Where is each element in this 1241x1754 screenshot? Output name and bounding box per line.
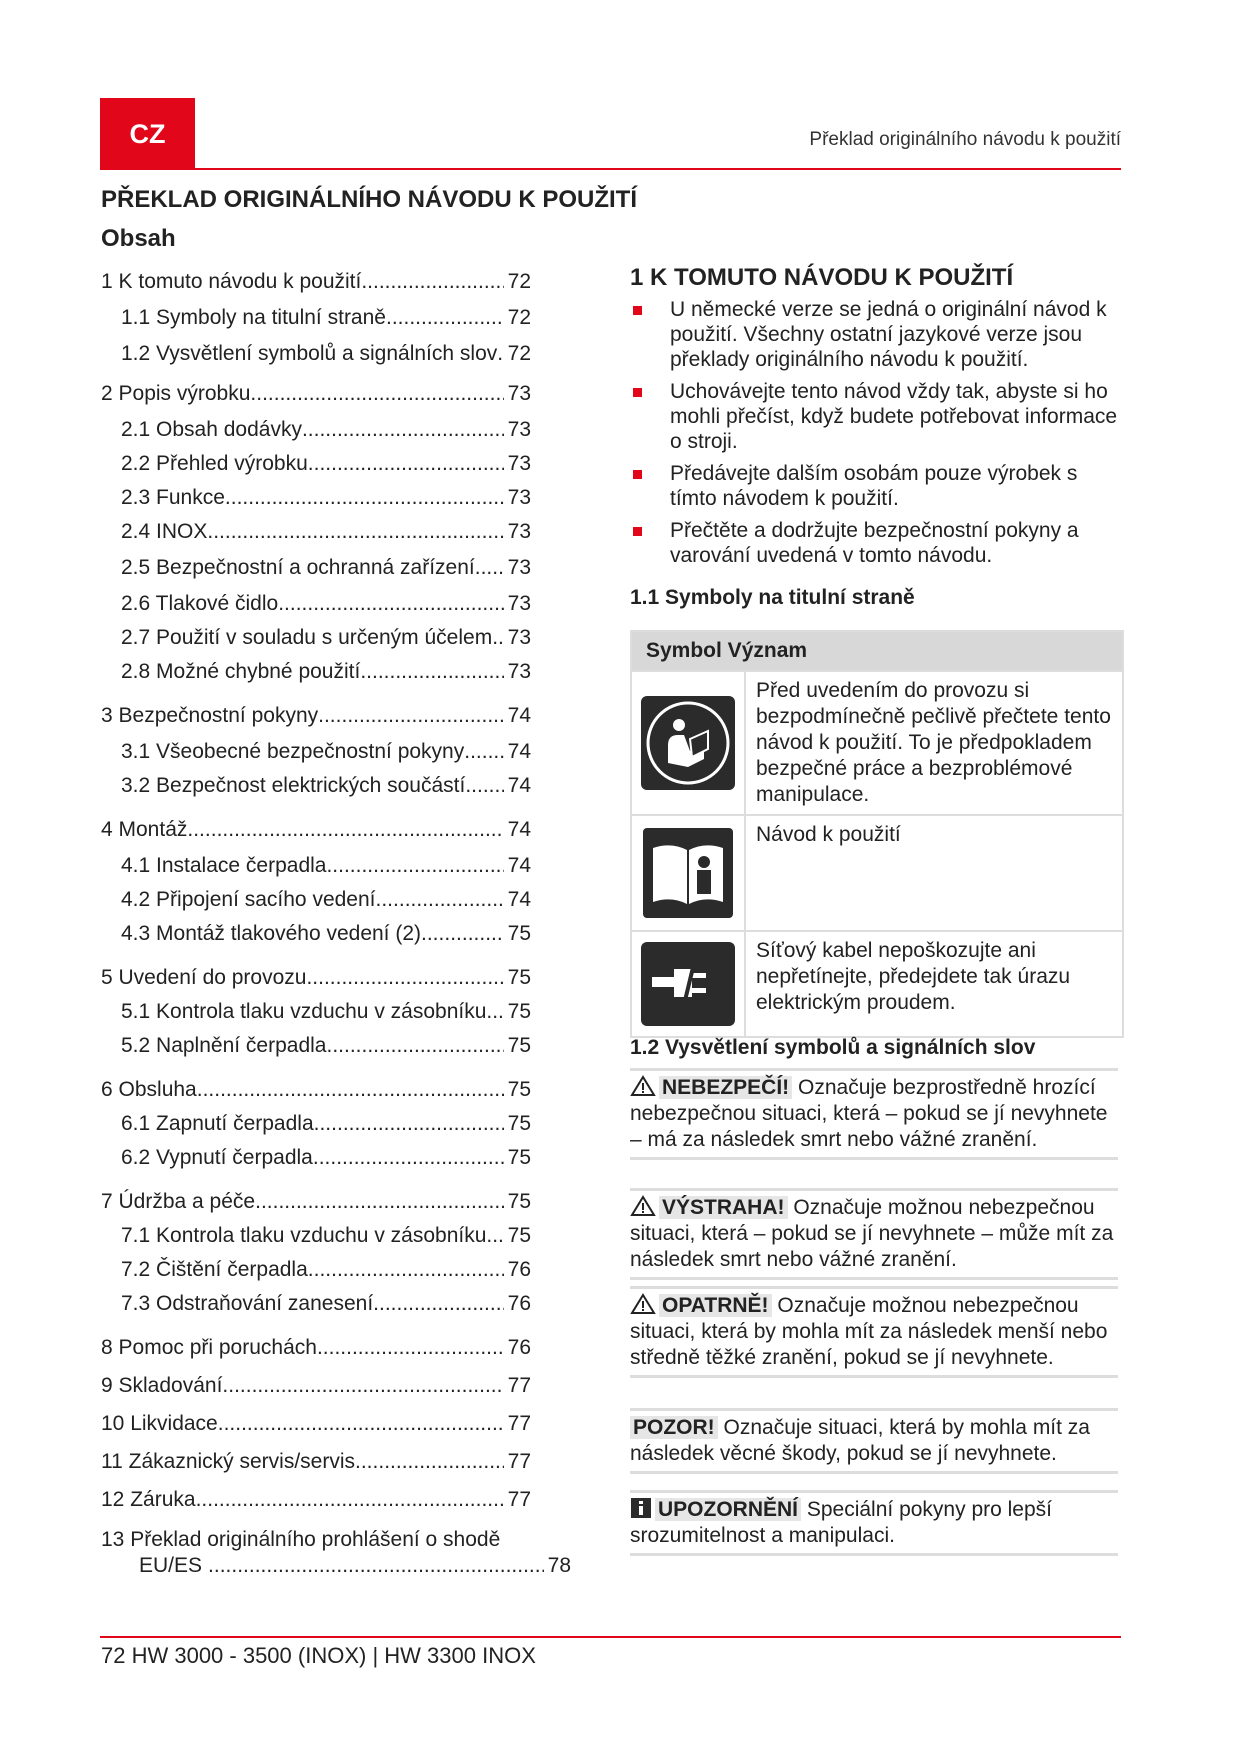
toc-entry-page: 77 [507, 1488, 531, 1511]
toc-leader-dots [475, 556, 504, 580]
toc-entry-title: 13 Překlad originálního prohlášení o shodě [101, 1528, 501, 1551]
toc-leader-dots [208, 1554, 544, 1578]
header-rule [195, 168, 1121, 170]
symbol-meaning: Síťový kabel nepoškozujte ani nepřetínejte, předejdete tak úrazu elektrickým proudem. [756, 939, 1071, 1014]
bullet-item: U německé verze se jedná o originální návod k použití. Všechny ostatní jazykové verze jsou překlady originálního návodu k použití. [630, 297, 1120, 372]
toc-entry-page: 72 [507, 270, 531, 293]
signal-word: OPATRNĚ! [659, 1294, 772, 1317]
toc-entry[interactable] [121, 592, 531, 616]
toc-entry-page: 77 [507, 1412, 531, 1435]
toc-entry[interactable] [121, 740, 531, 764]
toc-entry-title: 4 Montáž [101, 818, 188, 841]
document-title: PŘEKLAD ORIGINÁLNÍHO NÁVODU K POUŽITÍ [101, 186, 638, 213]
toc-entry-page: 75 [507, 1146, 531, 1169]
toc-leader-dots [376, 888, 504, 912]
toc-entry-title: 5.2 Naplnění čerpadla [121, 1034, 327, 1057]
toc-entry-title: 7.1 Kontrola tlaku vzduchu v zásobníku [121, 1224, 487, 1247]
toc-entry[interactable] [101, 966, 531, 990]
toc-leader-dots [314, 1112, 504, 1136]
toc-entry[interactable] [121, 854, 531, 878]
toc-entry-page: 77 [507, 1450, 531, 1473]
toc-entry[interactable] [101, 1190, 531, 1214]
toc-entry-title: 6.1 Zapnutí čerpadla [121, 1112, 314, 1135]
toc-entry[interactable] [101, 1450, 531, 1474]
toc-entry-page: 72 [507, 306, 531, 329]
toc-entry-title: 3 Bezpečnostní pokyny [101, 704, 319, 727]
toc-entry[interactable] [121, 1000, 531, 1024]
toc-leader-dots [308, 452, 504, 476]
signal-caution [630, 1286, 1118, 1378]
toc-entry[interactable] [121, 1292, 531, 1316]
toc-entry[interactable] [121, 888, 531, 912]
toc-entry-page: 76 [507, 1292, 531, 1315]
toc-leader-dots [465, 774, 503, 798]
toc-leader-dots [222, 1374, 503, 1398]
toc-entry-title: 6.2 Vypnutí čerpadla [121, 1146, 313, 1169]
toc-entry-title: 7 Údržba a péče [101, 1190, 256, 1213]
toc-leader-dots [326, 854, 503, 878]
toc-entry-title: 4.3 Montáž tlakového vedení (2) [121, 922, 422, 945]
toc-leader-dots [361, 270, 503, 294]
toc-entry-title: 2.2 Přehled výrobku [121, 452, 308, 475]
signal-danger [630, 1068, 1118, 1160]
toc-leader-dots [218, 1412, 504, 1436]
toc-entry-page: 73 [507, 556, 531, 579]
toc-leader-dots [187, 818, 503, 842]
toc-entry-page: 74 [507, 854, 531, 877]
signal-word: UPOZORNĚNÍ [655, 1498, 801, 1521]
section-1-2-heading: 1.2 Vysvětlení symbolů a signálních slov [630, 1036, 1036, 1059]
toc-leader-dots [207, 520, 503, 544]
toc-leader-dots [196, 1488, 504, 1512]
symbol-meaning: Návod k použití [756, 823, 901, 846]
toc-entry-page: 75 [507, 1112, 531, 1135]
toc-leader-dots [318, 704, 504, 728]
toc-entry-page: 77 [507, 1374, 531, 1397]
toc-entry[interactable] [101, 1488, 531, 1512]
toc-entry-page: 73 [507, 418, 531, 441]
bullet-item: Předávejte dalším osobám pouze výrobek s tímto návodem k použití. [630, 461, 1120, 511]
signal-word: NEBEZPEČÍ! [659, 1076, 792, 1099]
toc-entry-title: 2.4 INOX [121, 520, 208, 543]
toc-entry-title: 9 Skladování [101, 1374, 223, 1397]
toc-entry-page: 73 [507, 382, 531, 405]
toc-leader-dots [326, 1034, 503, 1058]
toc-entry-title: 2.5 Bezpečnostní a ochranná zařízení [121, 556, 475, 579]
toc-entry[interactable] [121, 1224, 531, 1248]
toc-entry[interactable] [121, 486, 531, 510]
toc-entry-title: 3.1 Všeobecné bezpečnostní pokyny [121, 740, 465, 763]
toc-entry-page: 74 [507, 740, 531, 763]
signal-text: Speciální pokyny pro lepší srozumitelnost a manipulaci. [630, 1498, 1052, 1547]
signal-notice [630, 1408, 1118, 1474]
toc-entry[interactable] [121, 1146, 531, 1170]
toc-entry[interactable] [121, 342, 531, 366]
cable-plug-icon [641, 942, 735, 1026]
toc-leader-dots [255, 1190, 504, 1214]
toc-entry-page: 75 [507, 922, 531, 945]
toc-entry[interactable] [101, 382, 531, 406]
header-title: Překlad originálního návodu k použití [809, 129, 1121, 150]
signal-text: Označuje bezprostředně hrozící nebezpečnou situaci, která – pokud se jí nevyhnete – má za následek smrt nebo vážné zranění. [630, 1076, 1108, 1151]
toc-entry-title: 1.1 Symboly na titulní straně [121, 306, 386, 329]
toc-entry-title: 12 Záruka [101, 1488, 196, 1511]
toc-entry-title: 5 Uvedení do provozu [101, 966, 307, 989]
toc-entry-page: 75 [507, 1000, 531, 1023]
toc-entry-title: 2.8 Možné chybné použití [121, 660, 361, 683]
symbol-meaning: Před uvedením do provozu si bezpodmínečně pečlivě přečtete tento návod k použití. To je předpokladem bezpečné práce a bezproblémové manipulace. [756, 679, 1111, 806]
toc-entry-page: 76 [507, 1258, 531, 1281]
toc-leader-dots [313, 1146, 504, 1170]
toc-leader-dots [225, 486, 504, 510]
toc-entry-title: 1 K tomuto návodu k použití [101, 270, 362, 293]
toc-entry-page: 75 [507, 1224, 531, 1247]
toc-leader-dots [317, 1336, 504, 1360]
toc-entry-title: 10 Likvidace [101, 1412, 218, 1435]
toc-entry[interactable] [101, 1078, 531, 1102]
symbol-row [632, 814, 1122, 930]
toc-entry-title: 5.1 Kontrola tlaku vzduchu v zásobníku [121, 1000, 487, 1023]
toc-leader-dots [486, 1000, 503, 1024]
toc-entry[interactable] [121, 922, 531, 946]
toc-entry-title-cont: EU/ES [139, 1554, 203, 1577]
toc-entry-page: 73 [507, 520, 531, 543]
toc-entry-page: 75 [507, 1078, 531, 1101]
toc-entry[interactable] [121, 520, 531, 544]
section-1-1-heading: 1.1 Symboly na titulní straně [630, 586, 915, 609]
toc-leader-dots [486, 1224, 503, 1248]
signal-text: Označuje situaci, která by mohla mít za následek věcné škody, pokud se jí nevyhnete. [630, 1416, 1090, 1465]
toc-leader-dots [302, 418, 504, 442]
toc-entry[interactable] [101, 1528, 571, 1578]
toc-entry-title: 2.7 Použití v souladu s určeným účelem [121, 626, 493, 649]
toc-entry[interactable] [101, 1412, 531, 1436]
toc-entry[interactable] [101, 704, 531, 728]
symbol-row [632, 670, 1122, 814]
toc-entry-page: 72 [507, 342, 531, 365]
toc-entry-page: 75 [507, 966, 531, 989]
toc-entry-title: 4.2 Připojení sacího vedení [121, 888, 376, 911]
symbol-table-header: Symbol Význam [632, 632, 1122, 670]
symbol-table [630, 630, 1124, 1038]
signal-warning [630, 1188, 1118, 1280]
toc-entry-title: 1.2 Vysvětlení symbolů a signálních slov [121, 342, 498, 365]
section-1-heading: 1 K TOMUTO NÁVODU K POUŽITÍ [630, 264, 1014, 291]
signal-text: Označuje možnou nebezpečnou situaci, která – pokud se jí nevyhnete – může mít za následek smrt nebo vážné zranění. [630, 1196, 1114, 1271]
toc-entry[interactable] [121, 306, 531, 330]
toc-entry-page: 76 [507, 1336, 531, 1359]
toc-entry-title: 2 Popis výrobku [101, 382, 251, 405]
footer-page-info: 72 HW 3000 - 3500 (INOX) | HW 3300 INOX [101, 1643, 536, 1668]
toc-entry-page: 73 [507, 660, 531, 683]
toc-entry[interactable] [101, 1336, 531, 1360]
signal-note [630, 1490, 1118, 1556]
warning-triangle-icon [630, 1075, 656, 1097]
toc-entry[interactable] [101, 270, 531, 294]
toc-title: Obsah [101, 225, 176, 252]
toc-entry-title: 7.3 Odstraňování zanesení [121, 1292, 374, 1315]
toc-entry[interactable] [121, 1112, 531, 1136]
toc-entry[interactable] [121, 774, 531, 798]
toc-entry-page: 73 [507, 452, 531, 475]
toc-entry-title: 2.6 Tlakové čidlo [121, 592, 279, 615]
toc-entry[interactable] [121, 626, 531, 650]
toc-entry-title: 4.1 Instalace čerpadla [121, 854, 327, 877]
signal-word: POZOR! [630, 1416, 718, 1439]
toc-entry-page: 75 [507, 1034, 531, 1057]
toc-entry-title: 8 Pomoc při poruchách [101, 1336, 317, 1359]
bullet-item: Přečtěte a dodržujte bezpečnostní pokyny a varování uvedená v tomto návodu. [630, 518, 1120, 568]
header-rule-left [100, 168, 195, 170]
warning-triangle-icon [630, 1195, 656, 1217]
toc-leader-dots [360, 660, 503, 684]
toc-entry-page: 73 [507, 592, 531, 615]
toc-entry-page: 74 [507, 774, 531, 797]
toc-entry[interactable] [121, 660, 531, 684]
toc-entry[interactable] [121, 1258, 531, 1282]
toc-entry[interactable] [101, 818, 531, 842]
toc-entry-page: 78 [547, 1554, 571, 1577]
toc-entry-title: 3.2 Bezpečnost elektrických součástí [121, 774, 466, 797]
toc-entry-page: 73 [507, 626, 531, 649]
toc-leader-dots [197, 1078, 504, 1102]
toc-leader-dots [250, 382, 503, 406]
toc-leader-dots [355, 1450, 504, 1474]
toc-leader-dots [386, 306, 504, 330]
toc-entry-title: 2.3 Funkce [121, 486, 225, 509]
toc-entry-page: 75 [507, 1190, 531, 1213]
info-icon [630, 1497, 652, 1519]
toc-entry-page: 74 [507, 704, 531, 727]
toc-leader-dots [421, 922, 504, 946]
toc-entry[interactable] [121, 556, 531, 580]
toc-entry[interactable] [101, 1374, 531, 1398]
footer-rule [100, 1636, 1121, 1638]
toc-entry-title: 2.1 Obsah dodávky [121, 418, 302, 441]
section-1-bullets [630, 297, 1120, 575]
toc-entry-title: 11 Zákaznický servis/servis [101, 1450, 356, 1473]
toc-entry[interactable] [121, 1034, 531, 1058]
signal-word: VÝSTRAHA! [659, 1196, 788, 1219]
toc-entry-title: 7.2 Čištění čerpadla [121, 1258, 308, 1281]
read-manual-icon [641, 696, 735, 790]
toc-entry-page: 73 [507, 486, 531, 509]
toc-leader-dots [306, 966, 503, 990]
toc-leader-dots [492, 626, 503, 650]
symbol-row [632, 930, 1122, 1036]
toc-entry-page: 74 [507, 818, 531, 841]
toc-leader-dots [308, 1258, 504, 1282]
info-book-icon [641, 826, 735, 920]
toc-leader-dots [464, 740, 503, 764]
toc-leader-dots [373, 1292, 503, 1316]
toc-entry[interactable] [121, 418, 531, 442]
toc-entry[interactable] [121, 452, 531, 476]
toc-leader-dots [278, 592, 503, 616]
toc-entry-page: 74 [507, 888, 531, 911]
language-badge: CZ [100, 98, 195, 170]
toc-entry-title: 6 Obsluha [101, 1078, 197, 1101]
bullet-item: Uchovávejte tento návod vždy tak, abyste si ho mohli přečíst, když budete potřebovat informace o stroji. [630, 379, 1120, 454]
warning-triangle-icon [630, 1293, 656, 1315]
signal-text: Označuje možnou nebezpečnou situaci, která by mohla mít za následek menší nebo středně těžké zranění, pokud se jí nevyhnete. [630, 1294, 1108, 1369]
